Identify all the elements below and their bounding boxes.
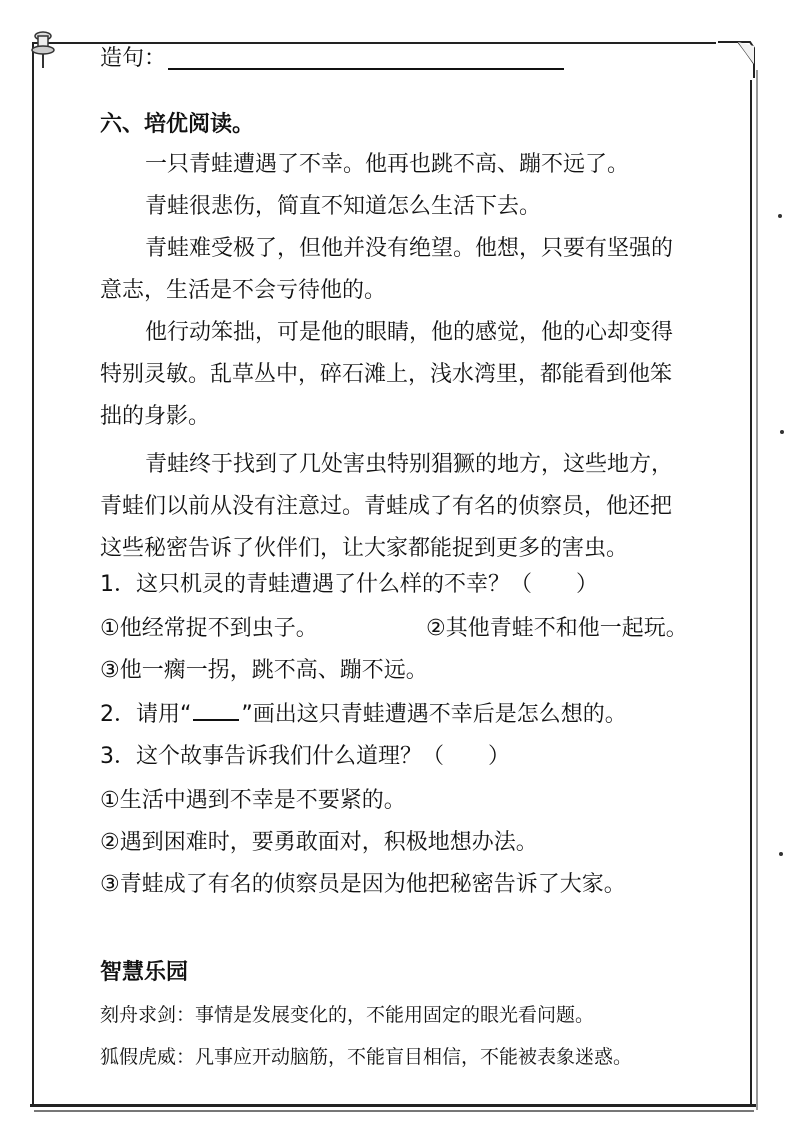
question-3: 3．这个故事告诉我们什么道理？（ ）: [100, 744, 510, 769]
sentence-answer-blank[interactable]: [168, 68, 564, 70]
paragraph-5-line-3: 这些秘密告诉了伙伴们，让大家都能捉到更多的害虫。: [100, 536, 629, 561]
paragraph-3-line-2: 意志，生活是不会亏待他的。: [100, 278, 387, 303]
paragraph-1: 一只青蛙遭遇了不幸。他再也跳不高、蹦不远了。: [145, 152, 630, 177]
paragraph-3-line-1: 青蛙难受极了，但他并没有绝望。他想，只要有坚强的: [145, 236, 674, 261]
sheet-right-shadow: [756, 70, 758, 1110]
wisdom-item-1: 刻舟求剑：事情是发展变化的，不能用固定的眼光看问题。: [100, 1004, 595, 1026]
section-title: 六、培优阅读。: [100, 112, 255, 137]
question-1: 1．这只机灵的青蛙遭遇了什么样的不幸？（ ）: [100, 572, 598, 597]
sheet-bottom-edge: [30, 1104, 756, 1107]
underline-symbol: [193, 701, 239, 721]
sentence-prompt: 造句：: [100, 46, 167, 71]
paragraph-4-line-1: 他行动笨拙，可是他的眼睛，他的感觉，他的心却变得: [145, 320, 674, 345]
paragraph-5-line-2: 青蛙们以前从没有注意过。青蛙成了有名的侦察员，他还把: [100, 494, 673, 519]
paragraph-2: 青蛙很悲伤，简直不知道怎么生活下去。: [145, 194, 542, 219]
question-1-option-3[interactable]: ③他一瘸一拐，跳不高、蹦不远。: [100, 658, 428, 683]
paragraph-4-line-3: 拙的身影。: [100, 404, 211, 429]
scan-speck: [780, 430, 784, 434]
page-curl-icon: [716, 40, 756, 80]
paragraph-4-line-2: 特别灵敏。乱草丛中，碎石滩上，浅水湾里，都能看到他笨: [100, 362, 673, 387]
scan-speck: [779, 852, 783, 856]
wisdom-item-2: 狐假虎威：凡事应开动脑筋，不能盲目相信，不能被表象迷惑。: [100, 1046, 633, 1068]
sheet-bottom-shadow: [34, 1110, 754, 1112]
question-1-option-1[interactable]: ①他经常捉不到虫子。: [100, 616, 318, 641]
question-3-option-3[interactable]: ③青蛙成了有名的侦察员是因为他把秘密告诉了大家。: [100, 872, 626, 897]
pushpin-icon: [30, 30, 56, 70]
question-2: [100, 700, 627, 730]
question-1-option-2[interactable]: ②其他青蛙不和他一起玩。: [426, 616, 688, 641]
question-3-option-2[interactable]: ②遇到困难时，要勇敢面对，积极地想办法。: [100, 830, 538, 855]
scan-speck: [778, 214, 782, 218]
question-3-option-1[interactable]: ①生活中遇到不幸是不要紧的。: [100, 788, 406, 813]
question-2-prefix: 2．请用“: [100, 702, 192, 727]
paragraph-5-line-1: 青蛙终于找到了几处害虫特别猖獗的地方，这些地方，: [145, 452, 674, 477]
wisdom-title: 智慧乐园: [100, 960, 189, 985]
question-2-suffix: ”画出这只青蛙遭遇不幸后是怎么想的。: [241, 702, 627, 727]
